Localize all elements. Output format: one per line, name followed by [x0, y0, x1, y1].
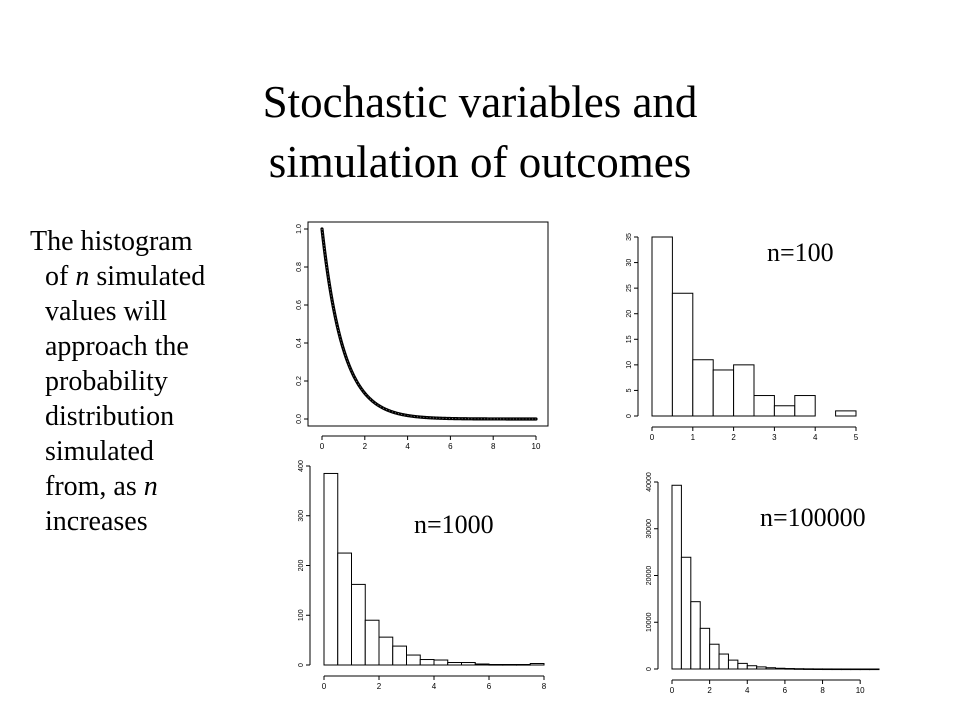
histogram-bar	[517, 665, 531, 666]
body-text	[30, 224, 270, 539]
histogram-bar	[766, 668, 775, 669]
title-line-1: Stochastic variables and	[262, 77, 698, 127]
y-tick-label: 20	[626, 309, 633, 318]
y-tick-label: 10	[626, 360, 633, 369]
x-tick-label: 0	[321, 682, 327, 691]
y-tick-label: 0	[646, 667, 653, 671]
histogram-n100000	[630, 466, 892, 696]
histogram-n100000-svg	[630, 466, 892, 696]
x-tick-label: 6	[448, 442, 453, 451]
y-tick-label: 0.6	[296, 300, 303, 310]
histogram-bar	[860, 669, 869, 670]
slide-title	[0, 72, 960, 192]
label-n100000: n=100000	[760, 503, 866, 532]
histogram-bar	[365, 620, 379, 665]
title-line-2: simulation of outcomes	[268, 137, 692, 187]
histogram-bar	[713, 370, 733, 416]
body-line-6: distribution	[45, 401, 175, 432]
x-tick-label: 4	[812, 433, 818, 442]
x-tick-label: 2	[731, 433, 736, 442]
y-tick-label: 0.8	[296, 262, 303, 272]
body-line-3: values will	[45, 296, 168, 327]
label-n1000: n=1000	[414, 510, 494, 539]
histogram-bar	[352, 584, 366, 665]
x-tick-label: 6	[486, 682, 492, 691]
histogram-bar	[804, 669, 813, 670]
histogram-bar	[475, 664, 489, 665]
x-tick-label: 2	[707, 686, 712, 695]
x-tick-label: 8	[541, 682, 547, 691]
density-curve-texture	[322, 229, 536, 419]
body-line-8-pre: from, as	[45, 471, 144, 502]
y-tick-label: 0	[626, 414, 633, 418]
histogram-bar	[738, 663, 747, 669]
x-tick-label: 10	[855, 686, 865, 695]
histogram-bar	[434, 660, 448, 665]
histogram-bar	[691, 602, 700, 669]
histogram-bar	[774, 406, 794, 416]
density-curve	[322, 229, 536, 419]
x-tick-label: 2	[376, 682, 382, 691]
histogram-bar	[754, 396, 774, 416]
histogram-bar	[870, 669, 879, 670]
x-tick-label: 0	[649, 433, 655, 442]
histogram-bar	[448, 663, 462, 665]
y-tick-label: 0.0	[296, 414, 303, 424]
histogram-bar	[652, 237, 672, 416]
histogram-bar	[407, 655, 421, 665]
body-line-2	[30, 259, 270, 294]
histogram-bar	[324, 473, 338, 665]
body-line-2-post: simulated	[89, 261, 206, 292]
x-tick-label: 5	[853, 433, 859, 442]
histogram-bar	[710, 644, 719, 669]
density-plot-svg	[286, 214, 558, 451]
histogram-bar	[338, 553, 352, 665]
histogram-bar	[813, 669, 822, 670]
histogram-bar	[693, 360, 713, 416]
histogram-bar	[747, 666, 756, 669]
y-tick-label: 100	[298, 609, 305, 622]
x-tick-label: 4	[745, 686, 750, 695]
histogram-bar	[420, 660, 434, 665]
histogram-bar	[462, 663, 476, 665]
histogram-bar	[785, 669, 794, 670]
x-tick-label: 2	[362, 442, 368, 451]
density-plot	[286, 214, 558, 451]
body-line-4: approach the	[45, 331, 189, 362]
histogram-bar	[757, 667, 766, 669]
x-tick-label: 0	[319, 442, 325, 451]
x-tick-label: 3	[772, 433, 777, 442]
histogram-bar	[489, 665, 503, 666]
y-tick-label: 30	[626, 258, 633, 267]
x-tick-label: 6	[782, 686, 788, 695]
x-tick-label: 8	[490, 442, 496, 451]
y-tick-label: 15	[626, 335, 633, 344]
y-tick-label: 300	[298, 509, 305, 522]
body-line-7: simulated	[45, 436, 154, 467]
histogram-bar	[823, 669, 832, 670]
body-line-2-pre: of	[45, 261, 76, 292]
body-line-5: probability	[45, 366, 168, 397]
histogram-bar	[672, 485, 681, 669]
y-tick-label: 10000	[646, 612, 653, 632]
histogram-bar	[393, 646, 407, 665]
body-line-1: The histogram	[30, 226, 193, 257]
histogram-bar	[795, 396, 815, 416]
y-tick-label: 5	[626, 388, 633, 393]
histogram-bar	[503, 665, 517, 666]
y-tick-label: 400	[298, 460, 305, 472]
y-tick-label: 30000	[646, 519, 653, 539]
histogram-bar	[841, 669, 850, 670]
histogram-bar	[700, 628, 709, 669]
x-tick-label: 10	[531, 442, 541, 451]
body-line-8-var: n	[143, 471, 158, 502]
body-line-9: increases	[45, 506, 148, 537]
histogram-bar	[681, 557, 690, 669]
x-tick-label: 1	[690, 433, 696, 442]
y-tick-label: 25	[626, 284, 633, 293]
y-tick-label: 20000	[646, 565, 653, 586]
y-tick-label: 1.0	[296, 224, 303, 234]
y-tick-label: 35	[626, 233, 633, 241]
histogram-bar	[728, 660, 737, 669]
y-tick-label: 0.4	[296, 338, 303, 348]
label-n100: n=100	[767, 238, 834, 267]
histogram-bar	[794, 669, 803, 670]
x-tick-label: 8	[820, 686, 825, 695]
histogram-bar	[832, 669, 841, 670]
histogram-bar	[776, 668, 785, 669]
y-tick-label: 0.2	[296, 376, 303, 386]
histogram-bar	[379, 637, 393, 665]
histogram-bar	[851, 669, 860, 670]
histogram-n1000-svg	[286, 456, 558, 696]
histogram-bar	[719, 654, 728, 669]
x-tick-label: 4	[431, 682, 437, 691]
x-tick-label: 0	[669, 686, 675, 695]
body-line-8	[30, 469, 270, 504]
y-tick-label: 0	[298, 663, 305, 667]
body-line-2-var: n	[75, 261, 90, 292]
plot-box	[308, 222, 548, 426]
histogram-bar	[836, 411, 856, 416]
x-tick-label: 4	[405, 442, 410, 451]
histogram-bar	[672, 293, 692, 416]
histogram-bar	[734, 365, 754, 416]
y-tick-label: 40000	[646, 472, 653, 492]
histogram-bar	[530, 664, 544, 665]
histogram-n1000	[286, 456, 558, 696]
y-tick-label: 200	[298, 559, 305, 572]
